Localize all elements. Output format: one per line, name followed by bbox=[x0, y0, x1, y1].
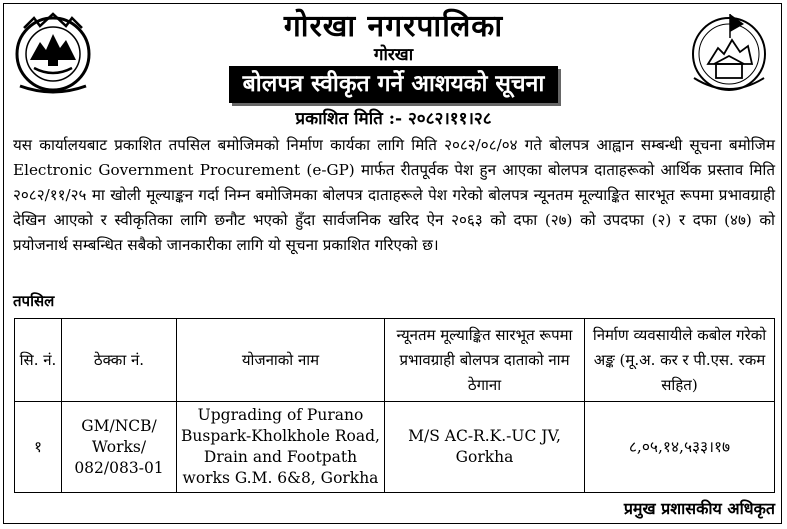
notice-banner-wrap bbox=[0, 66, 787, 103]
office-name: गोरखा नगरपालिका bbox=[283, 9, 504, 44]
header-contract-no: ठेक्का नं. bbox=[62, 319, 177, 402]
schedule-label: तपसिल bbox=[13, 292, 55, 310]
published-date: २०८२।११।२८ bbox=[407, 109, 492, 129]
notice-paragraph: यस कार्यालयबाट प्रकाशित तपसिल बमोजिमको निर्माण कार्यका लागि मिति २०८२/०८/०४ गते बोलपत्र आह्वान सम्बन्धी सूचना बमोजिम Electronic Government Procurement (e-GP) मार्फत रीतपूर्वक पेश हुन आएका बोलपत्र दाताहरूको आर्थिक प्रस्ताव मिति २०८२/११/२५ मा खोली मूल्याङ्कन गर्दा निम्न बमोजिमका बोलपत्र दाताहरूले पेश गरेको बोलपत्र न्यूनतम मूल्याङ्कित सारभूत रूपमा प्रभावग्राही देखिन आएको र स्वीकृतिका लागि छनौट भएको हुँदा सार्वजनिक खरिद ऐन २०६३ को दफा (२७) को उपदफा (२) र दफा (४७) को प्रयोजनार्थ सम्बन्धित सबैको जानकारीका लागि यो सूचना प्रकाशित गरिएको छ। bbox=[13, 136, 775, 254]
signatory: प्रमुख प्रशासकीय अधिकृत bbox=[623, 499, 775, 518]
table-row bbox=[15, 402, 775, 493]
cell-sn: १ bbox=[15, 402, 62, 493]
published-label: प्रकाशित मिति :- bbox=[295, 109, 403, 129]
header-project-name: योजनाको नाम bbox=[177, 319, 385, 402]
header-amount: निर्माण व्यवसायीले कबोल गरेको अङ्क (मू.अ. कर र पी.एस. रकम सहित) bbox=[585, 319, 775, 402]
header-bidder: न्यूनतम मूल्याङ्कित सारभूत रूपमा प्रभावग्राही बोलपत्र दाताको नाम ठेगाना bbox=[385, 319, 585, 402]
cell-project-name: Upgrading of Purano Buspark-Kholkhole Road, Drain and Footpath works G.M. 6&8, Gorkha bbox=[177, 402, 385, 493]
cell-amount: ८,०५,१४,५३३।१७ bbox=[585, 402, 775, 493]
header-sn: सि. नं. bbox=[15, 319, 62, 402]
award-table bbox=[14, 318, 775, 493]
cell-contract-no: GM/NCB/ Works/ 082/083-01 bbox=[62, 402, 177, 493]
notice-title-banner: बोलपत्र स्वीकृत गर्ने आशयको सूचना bbox=[229, 66, 559, 103]
city-name: गोरखा bbox=[373, 45, 414, 65]
published-date-line bbox=[0, 108, 787, 130]
table-header-row bbox=[15, 319, 775, 402]
cell-bidder: M/S AC-R.K.-UC JV, Gorkha bbox=[385, 402, 585, 493]
notice-body bbox=[13, 133, 775, 258]
